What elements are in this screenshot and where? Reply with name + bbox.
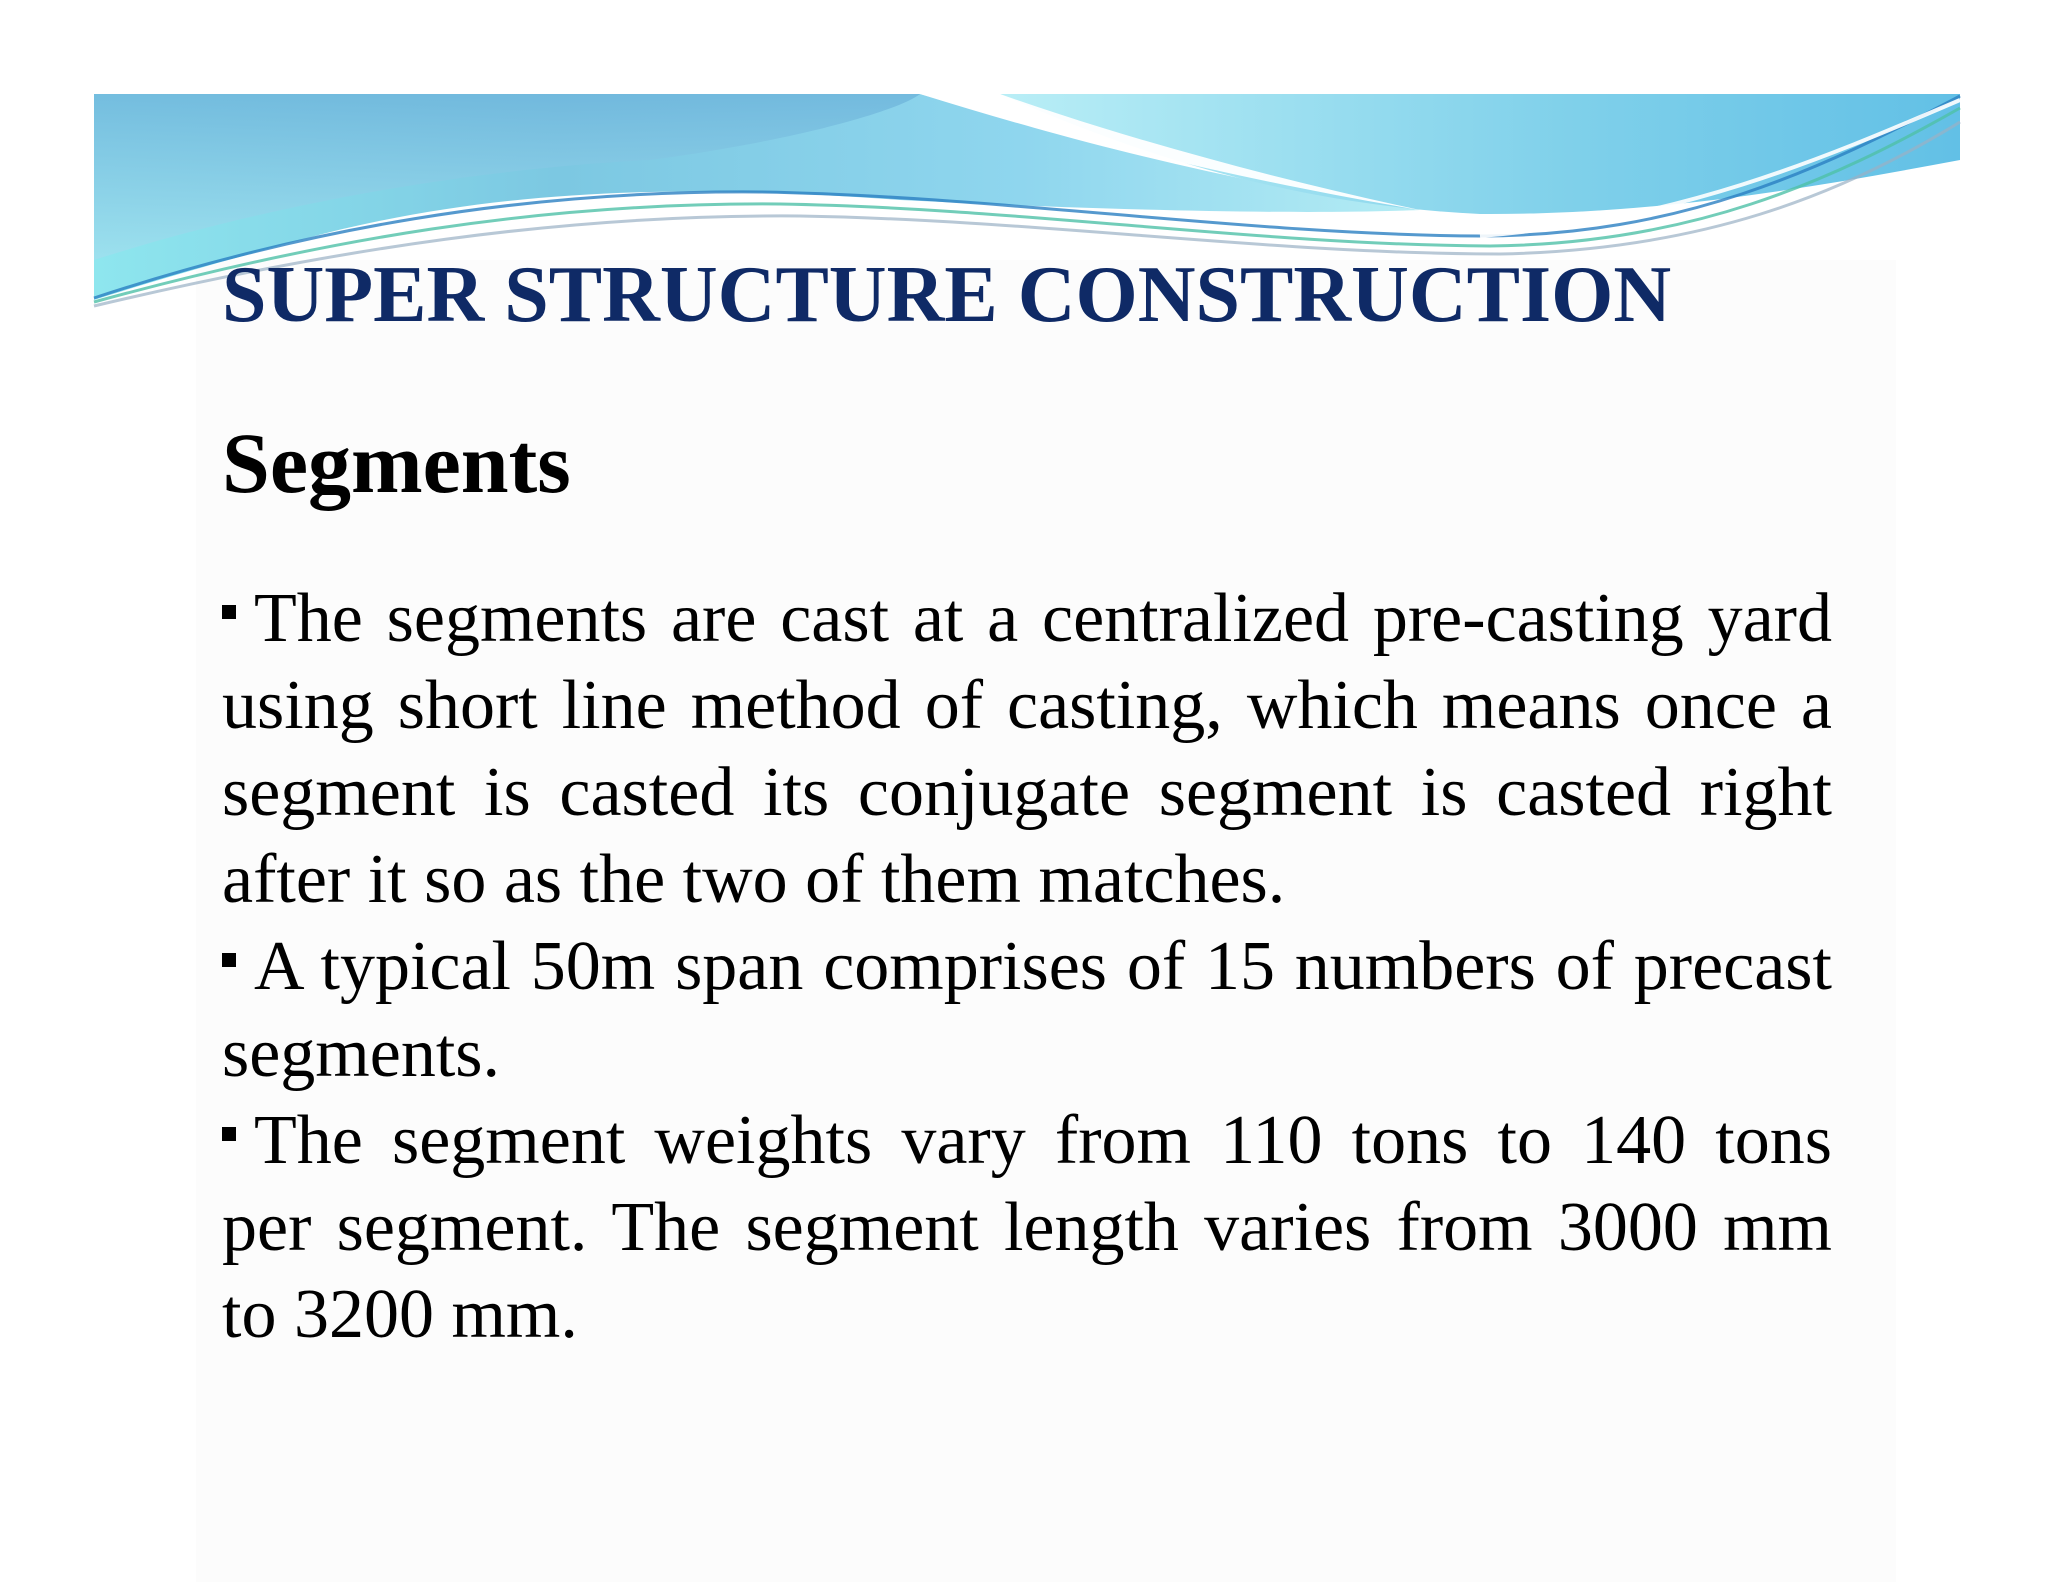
bullet-item [222,1097,1832,1358]
bullet-text: The segment weights vary from 110 tons to 140 tons per segment. The segment length varies from 3000 mm to 3200 mm. [222,1102,1832,1353]
square-bullet-icon [222,953,236,967]
square-bullet-icon [222,1127,236,1141]
bullet-text: The segments are cast at a centralized pre-casting yard using short line method of casting, which means once a segment is casted its conjugate segment is casted right after it so as the two of them matches. [222,580,1832,918]
bullet-item [222,923,1832,1097]
slide-title: SUPER STRUCTURE CONSTRUCTION [222,251,1672,339]
bullet-list [222,575,1832,1358]
square-bullet-icon [222,605,236,619]
bullet-text: A typical 50m span comprises of 15 numbers of precast segments. [222,928,1832,1092]
bullet-item [222,575,1832,923]
slide-subtitle: Segments [222,415,571,511]
